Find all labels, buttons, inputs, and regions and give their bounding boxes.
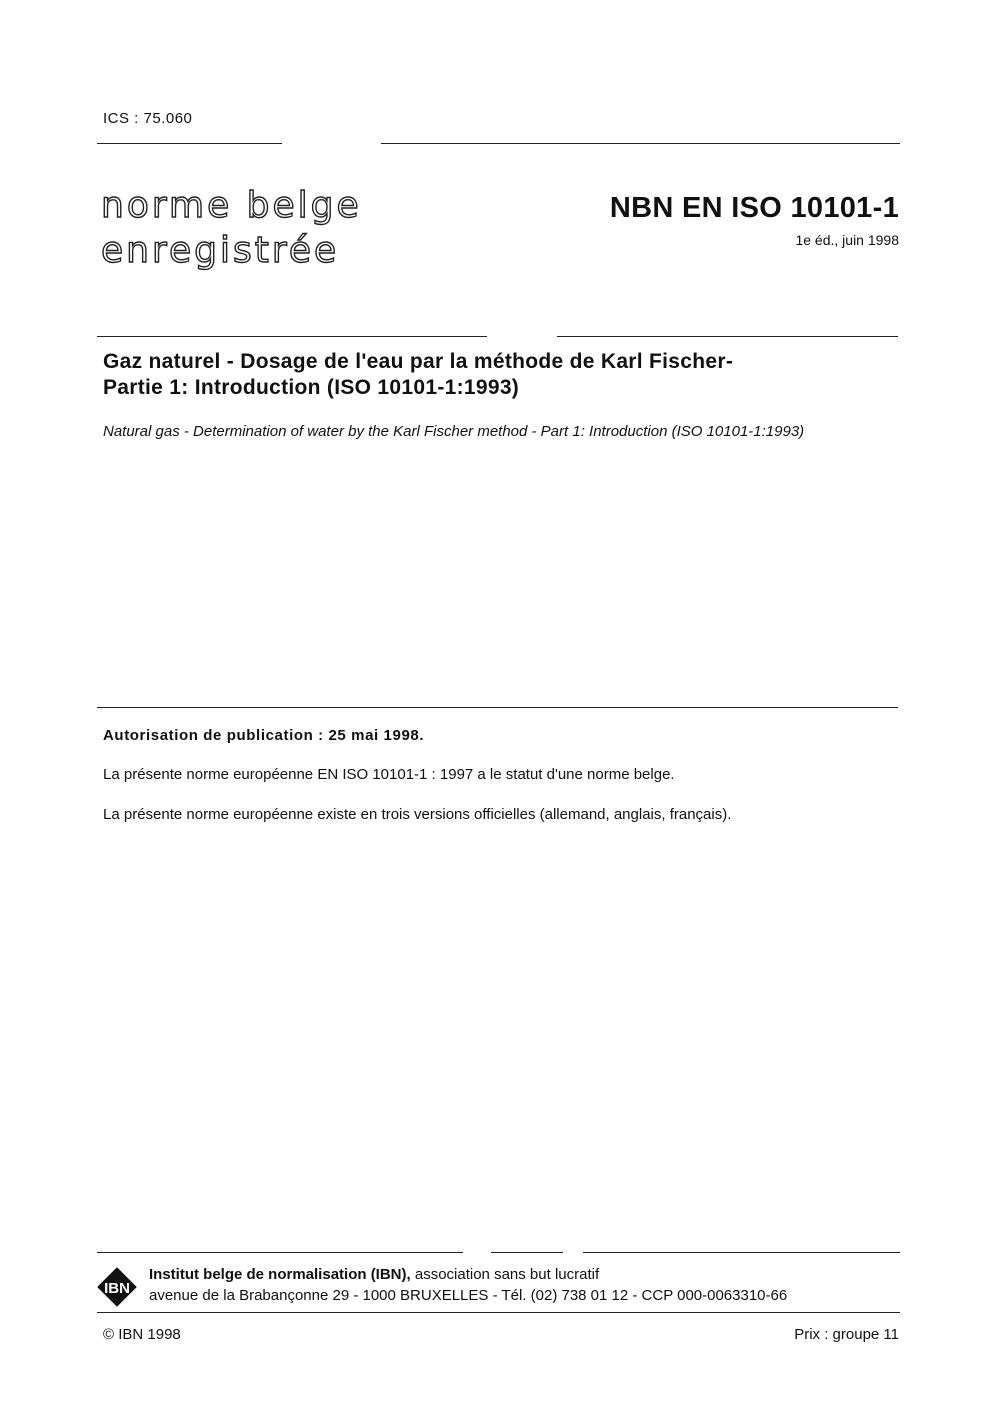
standard-number: NBN EN ISO 10101-1 (609, 192, 899, 224)
english-title: Natural gas - Determination of water by the Karl Fischer method - Part 1: Introduction (ISO 10101-1:1993) (103, 423, 805, 440)
bottom-rule (97, 1312, 900, 1313)
french-title-line-1: Gaz naturel - Dosage de l'eau par la méthode de Karl Fischer- (103, 350, 734, 373)
edition-date: 1e éd., juin 1998 (795, 232, 899, 248)
institute-line (149, 1266, 599, 1283)
brand-line-2: enregistrée (101, 230, 340, 271)
ibn-logo-icon (96, 1266, 138, 1308)
institute-description: association sans but lucratif (410, 1266, 600, 1283)
svg-text:IBN: IBN (104, 1280, 130, 1297)
french-title-line-2: Partie 1: Introduction (ISO 10101-1:1993) (103, 376, 520, 399)
ics-code: ICS : 75.060 (103, 110, 193, 127)
title-rule-right (557, 336, 898, 337)
french-title (103, 349, 903, 401)
copyright: © IBN 1998 (103, 1326, 181, 1343)
top-rule-right (381, 143, 900, 144)
footer-rule-mid (491, 1252, 563, 1253)
mid-rule (97, 707, 898, 708)
institute-name: Institut belge de normalisation (IBN), (149, 1266, 411, 1283)
versions-paragraph: La présente norme européenne existe en trois versions officielles (allemand, anglais, français). (103, 806, 732, 823)
top-rule-left (97, 143, 282, 144)
footer-rule-right (583, 1252, 900, 1253)
status-paragraph: La présente norme européenne EN ISO 10101-1 : 1997 a le statut d'une norme belge. (103, 766, 675, 783)
price-group: Prix : groupe 11 (794, 1326, 899, 1343)
publication-authorization: Autorisation de publication : 25 mai 1998. (103, 727, 425, 744)
institute-address: avenue de la Brabançonne 29 - 1000 BRUXELLES - Tél. (02) 738 01 12 - CCP 000-0063310-66 (149, 1287, 788, 1304)
title-rule-left (97, 336, 487, 337)
footer-rule-left (97, 1252, 463, 1253)
brand-line-1: norme belge (101, 185, 362, 226)
